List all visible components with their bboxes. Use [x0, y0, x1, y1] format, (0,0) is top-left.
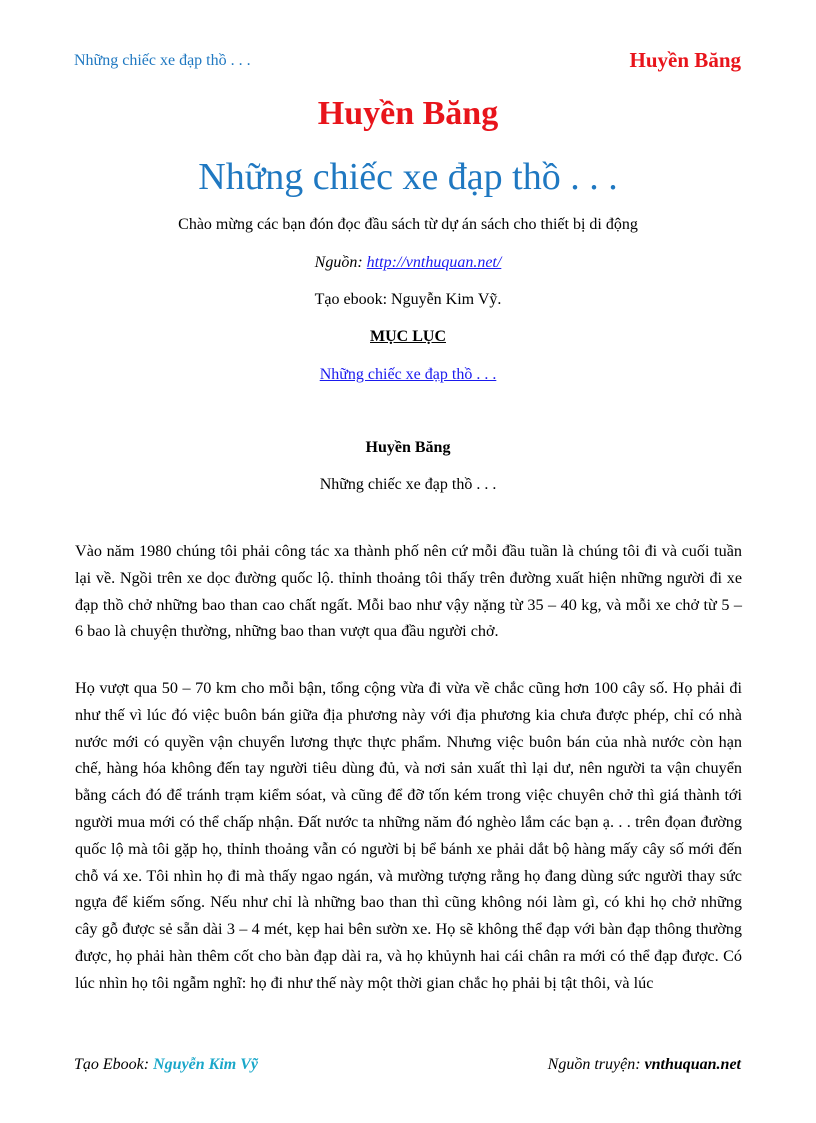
source-link[interactable]: http://vnthuquan.net/: [366, 254, 502, 271]
title-author: Huyền Băng: [317, 95, 499, 132]
body-paragraph: Họ vượt qua 50 – 70 km cho mỗi bận, tổng cộng vừa đi vừa về chắc cũng hơn 100 cây số. Họ phải đi như thế vì lúc đó việc buôn bán giữa địa phương này với địa phương kia chưa được phép, chỉ có nhà nước mới có quyền vận chuyển lương thực thực phẩm. Nhưng việc buôn bán của nhà nước còn hạn chế, hàng hóa không đến tay người tiêu dùng đủ, và nơi sản xuất thì lại dư, nên người ta vận chuyển bằng cách đó để tránh trạm kiểm sóat, và cũng để đỡ tốn kém trong việc chuyên chở thì giá thành tới người mua mới có thể chấp nhận. Đất nước ta những năm đó nghèo lắm các bạn ạ. . . trên đọan đường quốc lộ mà tôi gặp họ, thỉnh thoảng vẫn có người bị bể bánh xe phải dắt bộ hàng mấy cây số mới đến chỗ vá xe. Tôi nhìn họ đi mà thấy ngao ngán, và mường tượng rằng họ đang dùng sức người thay sức ngựa để kiếm sống. Nếu như chỉ là những bao than thì cũng không nói làm gì, có khi họ chở những cây gỗ được sẻ sẵn dài 3 – 4 mét, kẹp hai bên sườn xe. Họ sẽ không thể đạp với bàn đạp thông thường được, họ phải hàn thêm cốt cho bàn đạp dài ra, và họ khủynh hai cái chân ra mới có thể đạp được. Có lúc nhìn họ tôi ngẫm nghĩ: họ đi như thế này một thời gian chắc họ phải bị tật thôi, và lúc: [75, 679, 742, 992]
footer-source-label: Nguồn truyện:: [547, 1056, 645, 1073]
welcome-text: Chào mừng các bạn đón đọc đầu sách từ dự án sách cho thiết bị di động: [178, 216, 638, 233]
footer-source-site: vnthuquan.net: [644, 1056, 741, 1073]
toc-heading: MỤC LỤC: [370, 328, 446, 345]
toc-link-1[interactable]: Những chiếc xe đạp thồ . . .: [319, 366, 497, 383]
section-title: Những chiếc xe đạp thồ . . .: [319, 476, 497, 493]
running-header-title: Những chiếc xe đạp thồ . . .: [74, 52, 251, 69]
footer-source: [548, 1056, 741, 1074]
section-author: Huyền Băng: [365, 439, 451, 456]
footer-ebook-credit: [74, 1056, 258, 1074]
running-header-author: Huyền Băng: [629, 48, 741, 72]
ebook-credit: Tạo ebook: Nguyễn Kim Vỹ.: [314, 291, 502, 308]
footer-ebook-label: Tạo Ebook:: [74, 1056, 154, 1073]
source-line: [0, 254, 816, 272]
body-paragraph: Vào năm 1980 chúng tôi phải công tác xa thành phố nên cứ mỗi đầu tuần là chúng tôi đi và cuối tuần lại về. Ngồi trên xe dọc đường quốc lộ. thỉnh thoảng tôi thấy trên đường xuất hiện những người đi xe đạp thồ chở những bao than cao chất ngất. Mỗi bao như vậy nặng từ 35 – 40 kg, và mỗi xe chở từ 5 – 6 bao là chuyện thường, những bao than vượt qua đầu người chở.: [75, 542, 742, 641]
title-book: Những chiếc xe đạp thồ . . .: [198, 156, 618, 198]
footer-ebook-name: Nguyễn Kim Vỹ: [153, 1056, 258, 1073]
source-label: Nguồn:: [314, 254, 367, 271]
